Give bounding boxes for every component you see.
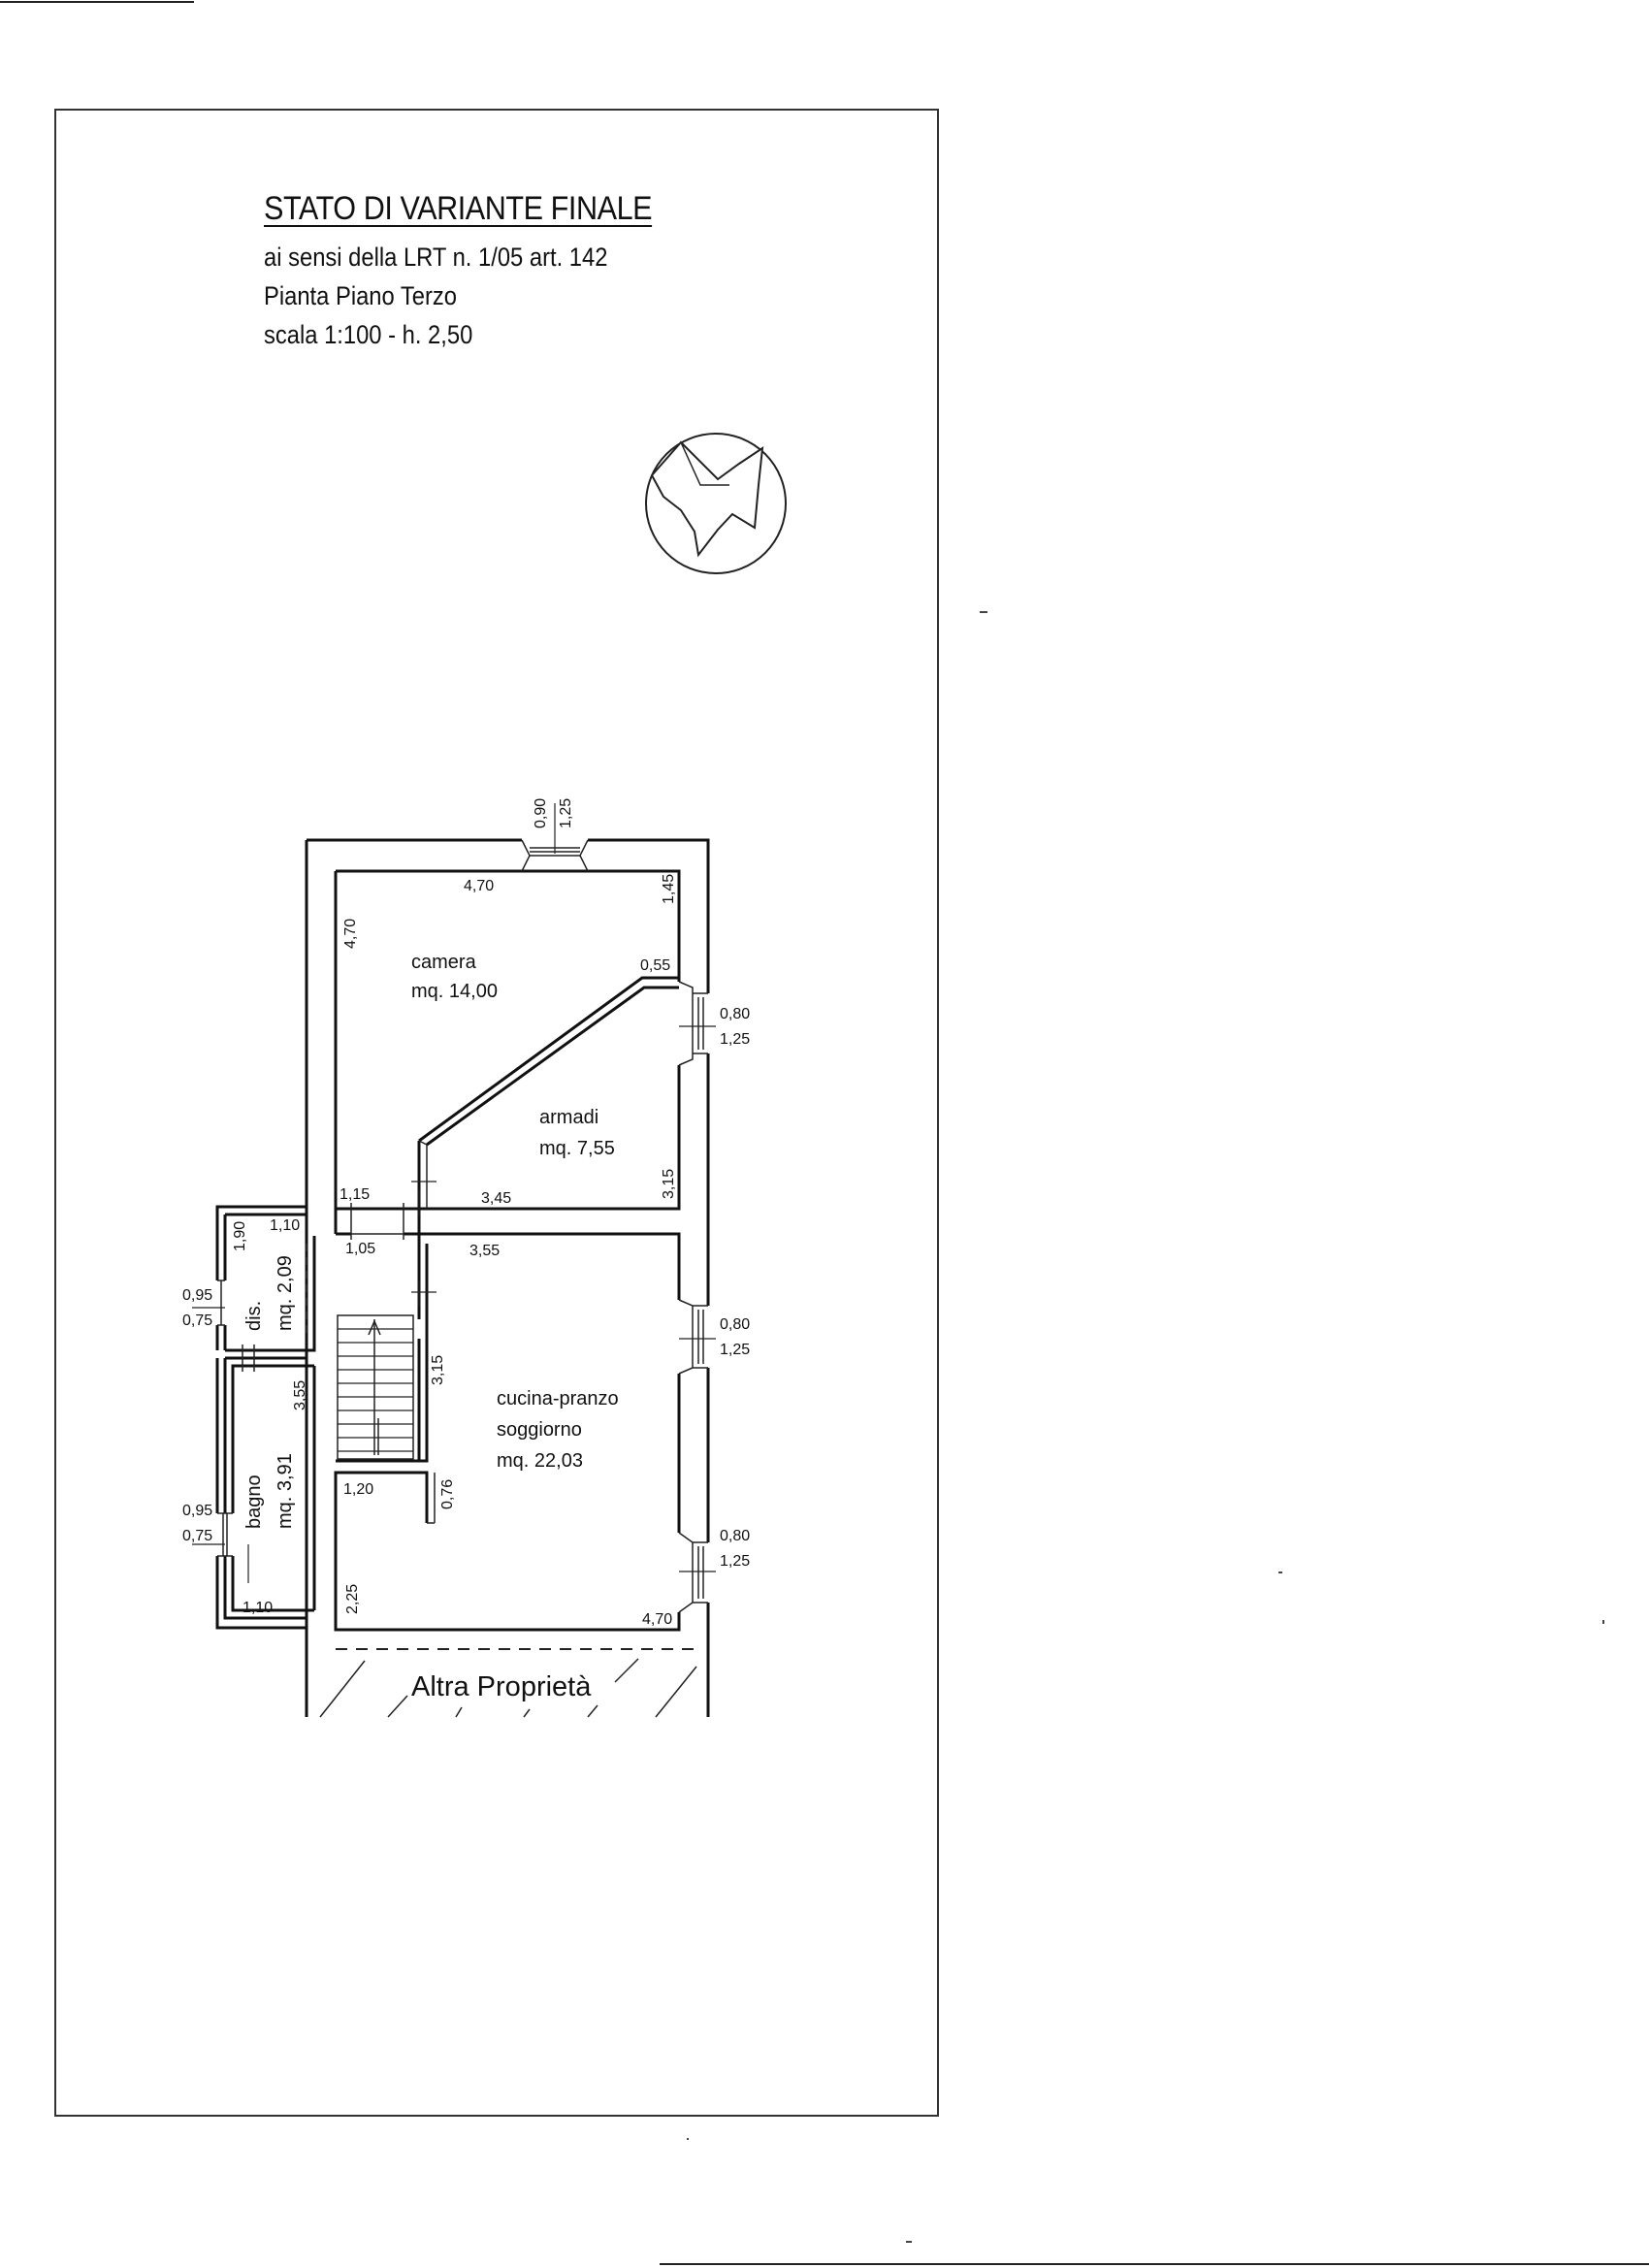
- dim-armadi-top: 0,55: [640, 957, 671, 974]
- room-armadi-area: mq. 7,55: [539, 1138, 615, 1159]
- room-cucina-name: cucina-pranzo: [497, 1388, 619, 1409]
- dim-bagno-bottom: 1,10: [242, 1600, 274, 1616]
- staircase: [338, 1315, 413, 1459]
- subtitle-scale: scala 1:100 - h. 2,50: [264, 320, 473, 349]
- dim-window1-a: 0,80: [720, 1006, 751, 1022]
- scan-specks: [687, 611, 1604, 2243]
- dim-camera-right: 1,45: [661, 873, 677, 904]
- room-dis-area: mq. 2,09: [275, 1255, 296, 1331]
- dim-camera-depth: 4,70: [342, 918, 359, 949]
- dim-bagno-win-a: 0,95: [182, 1503, 213, 1519]
- room-labels: [243, 952, 619, 1702]
- room-armadi-name: armadi: [539, 1107, 599, 1128]
- dim-top-window-a: 0,90: [533, 797, 549, 828]
- dim-armadi-right: 3,15: [661, 1168, 677, 1199]
- adjacent-property-label: Altra Proprietà: [411, 1671, 592, 1702]
- dim-top-window-b: 1,25: [558, 797, 574, 828]
- room-dis-name: dis.: [243, 1300, 265, 1331]
- dimension-ticks: [192, 803, 716, 1583]
- dim-dis-win-b: 0,75: [182, 1312, 213, 1329]
- dim-window1-b: 1,25: [720, 1031, 751, 1048]
- dim-cucina-bottom: 4,70: [642, 1611, 673, 1628]
- dim-dis-top: 1,10: [270, 1217, 301, 1234]
- left-wing-walls: [217, 1207, 314, 1628]
- dim-window3-a: 0,80: [720, 1528, 751, 1544]
- page-title: STATO DI VARIANTE FINALE: [264, 190, 653, 227]
- dim-dis-win-a: 0,95: [182, 1287, 213, 1304]
- subtitle-floor: Pianta Piano Terzo: [264, 281, 458, 310]
- room-bagno-name: bagno: [243, 1474, 265, 1529]
- dim-window2-b: 1,25: [720, 1342, 751, 1358]
- dim-stair-end: 1,20: [343, 1481, 374, 1498]
- room-camera-area: mq. 14,00: [411, 981, 498, 1002]
- dim-bagno-win-b: 0,75: [182, 1528, 213, 1544]
- dim-landing: 1,05: [345, 1241, 376, 1257]
- room-cucina-name2: soggiorno: [497, 1419, 582, 1441]
- dim-camera-door: 1,15: [340, 1186, 371, 1203]
- room-cucina-area: mq. 22,03: [497, 1450, 583, 1472]
- dim-cucina-top: 3,55: [469, 1243, 501, 1259]
- dim-dis-side: 1,90: [232, 1220, 248, 1251]
- north-arrow-icon: [646, 434, 786, 573]
- room-bagno-area: mq. 3,91: [275, 1453, 296, 1529]
- dimension-labels: [182, 798, 750, 1628]
- dim-stair-gap: 0,76: [439, 1478, 456, 1509]
- dim-window2-a: 0,80: [720, 1316, 751, 1333]
- armadi-partition: [419, 978, 679, 1209]
- dim-window3-b: 1,25: [720, 1553, 751, 1570]
- dim-stair-len: 3,15: [430, 1354, 446, 1385]
- dim-armadi-bottom: 3,45: [481, 1190, 512, 1207]
- dim-camera-width: 4,70: [464, 878, 495, 894]
- room-camera-name: camera: [411, 952, 476, 973]
- dim-bagno-depth: 3,55: [292, 1379, 308, 1410]
- dim-cucina-left: 2,25: [344, 1583, 361, 1614]
- subtitle-law: ai sensi della LRT n. 1/05 art. 142: [264, 243, 608, 272]
